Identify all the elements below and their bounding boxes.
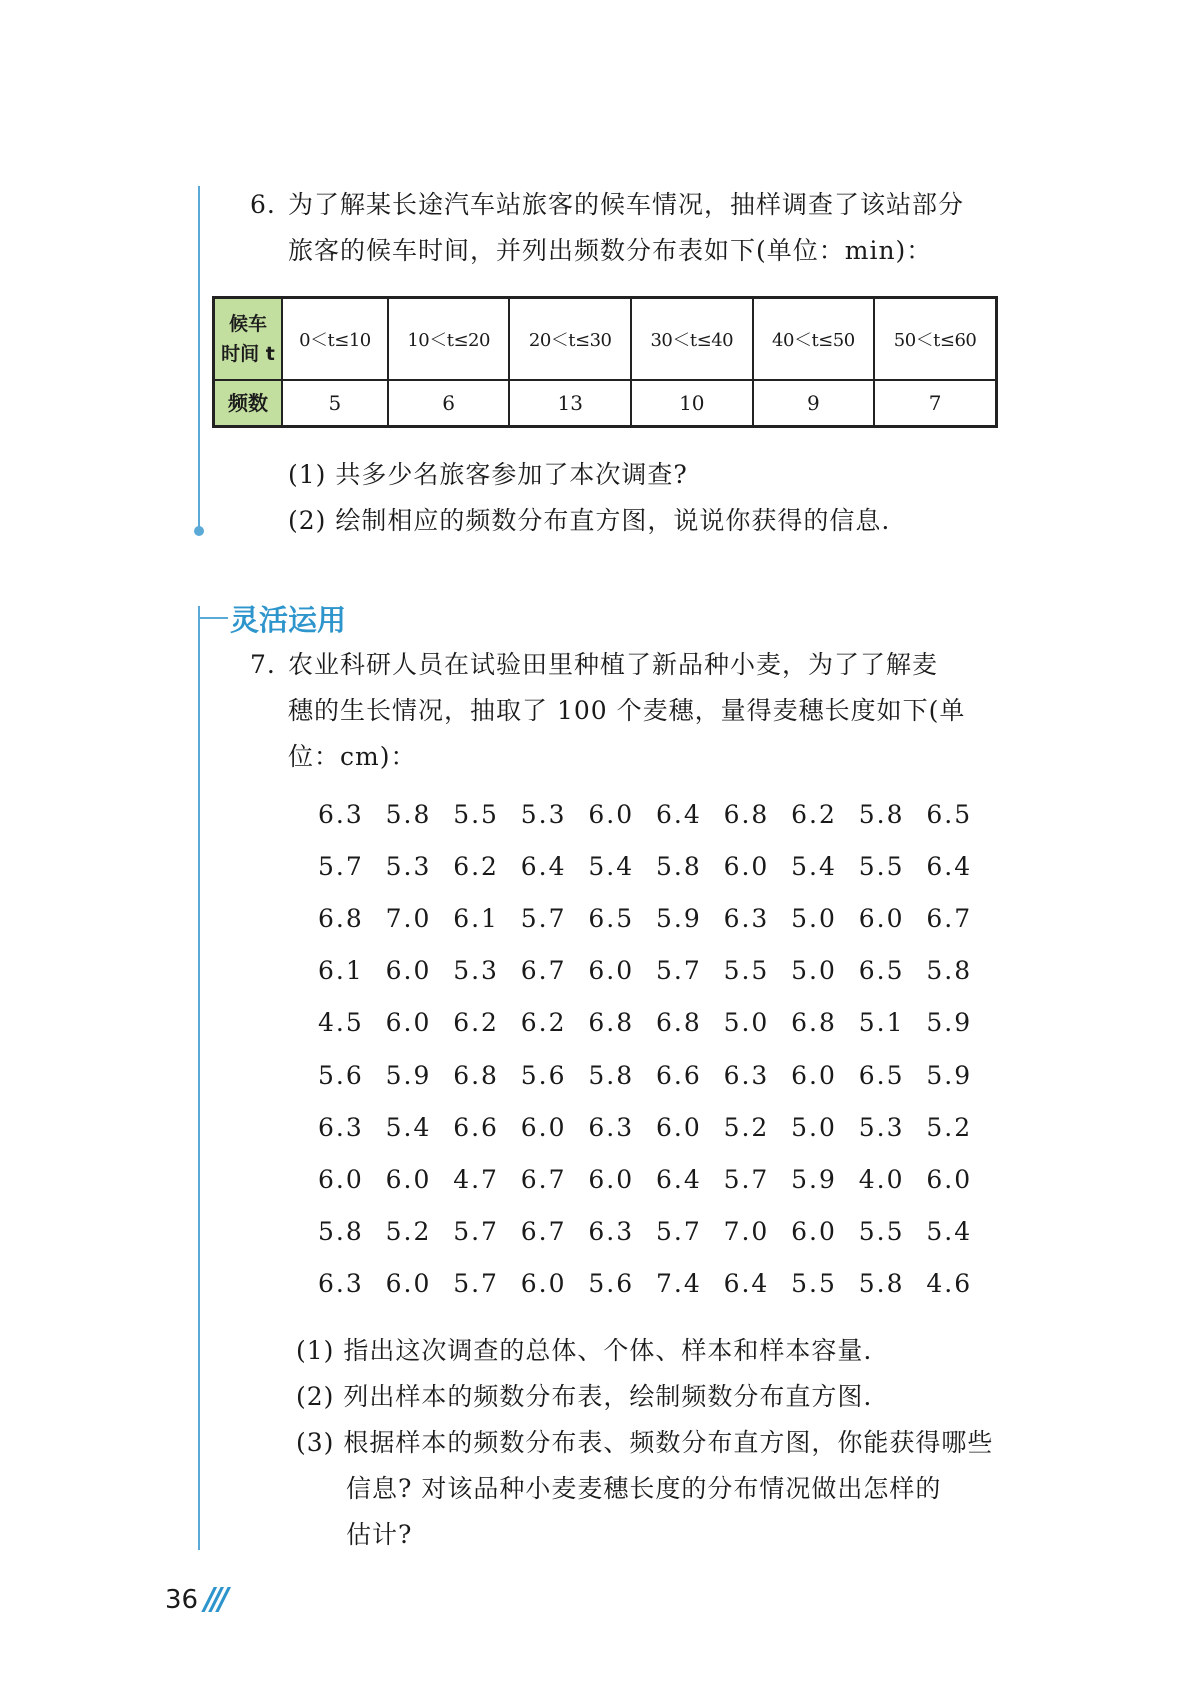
data-value: 6.8 — [655, 1008, 702, 1038]
data-value: 6.4 — [655, 1164, 702, 1194]
data-row — [318, 1206, 994, 1258]
count-cell: 10 — [631, 380, 753, 427]
data-value: 4.5 — [318, 1008, 364, 1038]
data-value: 6.8 — [791, 1008, 837, 1038]
section-title-tick — [198, 617, 228, 619]
data-value: 6.5 — [926, 799, 973, 829]
data-row — [318, 840, 994, 892]
table-row-counts — [214, 380, 997, 427]
q7-line3: 位：cm)： — [288, 742, 417, 771]
data-value: 6.7 — [520, 956, 567, 986]
data-value: 6.0 — [655, 1112, 702, 1142]
data-value: 5.7 — [520, 903, 567, 933]
data-row — [318, 1101, 994, 1153]
data-value: 5.8 — [655, 851, 702, 881]
table-header-wait-time: 候车 时间 t — [214, 298, 283, 381]
data-value: 6.4 — [723, 1269, 770, 1299]
data-value: 6.2 — [453, 851, 499, 881]
data-value: 5.0 — [791, 956, 837, 986]
data-value: 5.5 — [453, 799, 499, 829]
interval-cell: 20＜t≤30 — [509, 298, 631, 381]
data-value: 5.8 — [318, 1217, 364, 1247]
data-value: 6.3 — [318, 799, 364, 829]
data-value: 6.6 — [655, 1060, 702, 1090]
data-value: 5.9 — [385, 1060, 432, 1090]
data-value: 5.8 — [926, 956, 973, 986]
data-value: 6.0 — [520, 1269, 567, 1299]
q7-sub2: (2) 列出样本的频数分布表，绘制频数分布直方图. — [296, 1382, 873, 1411]
data-value: 7.0 — [723, 1217, 770, 1247]
data-value: 5.5 — [723, 956, 770, 986]
q7-sub1: (1) 指出这次调查的总体、个体、样本和样本容量. — [296, 1336, 873, 1365]
data-value: 6.3 — [318, 1112, 364, 1142]
data-value: 6.3 — [588, 1112, 635, 1142]
data-value: 5.1 — [858, 1008, 905, 1038]
data-value: 5.8 — [385, 799, 432, 829]
data-value: 6.5 — [858, 1060, 905, 1090]
data-value: 6.0 — [318, 1164, 364, 1194]
data-value: 5.9 — [926, 1060, 973, 1090]
data-value: 5.7 — [453, 1217, 499, 1247]
data-value: 6.5 — [858, 956, 905, 986]
data-value: 6.8 — [453, 1060, 499, 1090]
data-value: 5.7 — [723, 1164, 770, 1194]
data-value: 6.8 — [588, 1008, 635, 1038]
data-value: 6.4 — [655, 799, 702, 829]
data-value: 6.0 — [791, 1060, 837, 1090]
data-value: 6.4 — [520, 851, 567, 881]
data-value: 4.6 — [926, 1269, 973, 1299]
data-value: 4.7 — [453, 1164, 499, 1194]
q6-frequency-table — [212, 296, 998, 428]
data-row — [318, 892, 994, 944]
data-value: 6.3 — [588, 1217, 635, 1247]
data-value: 5.9 — [926, 1008, 973, 1038]
data-value: 6.3 — [318, 1269, 364, 1299]
data-value: 5.2 — [926, 1112, 973, 1142]
interval-cell: 0＜t≤10 — [282, 298, 388, 381]
data-value: 6.2 — [520, 1008, 567, 1038]
data-value: 6.6 — [453, 1112, 499, 1142]
data-value: 6.1 — [318, 956, 364, 986]
page-mark: /// — [204, 1582, 225, 1617]
margin-rule-section — [198, 606, 200, 1550]
data-value: 5.3 — [858, 1112, 905, 1142]
q7-number: 7. — [250, 650, 276, 679]
data-value: 5.5 — [858, 1217, 905, 1247]
data-value: 6.7 — [520, 1217, 567, 1247]
q7-sub3-line2: 信息? 对该品种小麦麦穗长度的分布情况做出怎样的 — [346, 1474, 942, 1503]
data-value: 6.7 — [520, 1164, 567, 1194]
data-value: 6.8 — [723, 799, 770, 829]
data-value: 6.2 — [791, 799, 837, 829]
q6-line1: 6. 为了解某长途汽车站旅客的候车情况，抽样调查了该站部分 — [250, 182, 964, 228]
data-row — [318, 1049, 994, 1101]
q7-sub3-line3: 估计? — [346, 1520, 413, 1549]
data-value: 6.4 — [926, 851, 973, 881]
data-value: 7.0 — [385, 903, 432, 933]
data-value: 6.0 — [385, 956, 432, 986]
data-value: 5.0 — [723, 1008, 770, 1038]
data-value: 6.7 — [926, 903, 973, 933]
data-value: 5.4 — [926, 1217, 973, 1247]
data-value: 6.1 — [453, 903, 499, 933]
data-value: 6.0 — [520, 1112, 567, 1142]
q7-line1: 7. 农业科研人员在试验田里种植了新品种小麦，为了了解麦 — [250, 642, 938, 688]
data-value: 6.0 — [385, 1008, 432, 1038]
data-value: 5.0 — [791, 1112, 837, 1142]
count-cell: 5 — [282, 380, 388, 427]
data-value: 6.0 — [791, 1217, 837, 1247]
data-value: 5.3 — [453, 956, 499, 986]
data-value: 5.9 — [791, 1164, 837, 1194]
data-value: 5.7 — [655, 1217, 702, 1247]
data-value: 6.0 — [588, 799, 635, 829]
data-value: 6.0 — [926, 1164, 973, 1194]
data-value: 6.3 — [723, 1060, 770, 1090]
q6-sub2: (2) 绘制相应的频数分布直方图，说说你获得的信息. — [288, 506, 891, 535]
data-value: 5.5 — [791, 1269, 837, 1299]
data-value: 6.0 — [588, 956, 635, 986]
data-value: 5.7 — [453, 1269, 499, 1299]
data-value: 6.5 — [588, 903, 635, 933]
interval-cell: 30＜t≤40 — [631, 298, 753, 381]
data-value: 5.6 — [588, 1269, 635, 1299]
table-row-intervals — [214, 298, 997, 381]
q7-line2: 穗的生长情况，抽取了 100 个麦穗，量得麦穗长度如下(单 — [288, 696, 966, 725]
data-value: 5.9 — [655, 903, 702, 933]
data-value: 5.5 — [858, 851, 905, 881]
interval-cell: 50＜t≤60 — [874, 298, 996, 381]
data-value: 5.4 — [588, 851, 635, 881]
data-value: 6.3 — [723, 903, 770, 933]
data-row — [318, 1258, 994, 1310]
q6-line2: 旅客的候车时间，并列出频数分布表如下(单位：min)： — [288, 236, 933, 265]
data-value: 5.2 — [385, 1217, 432, 1247]
q6-number: 6. — [250, 190, 276, 219]
q6-sub1: (1) 共多少名旅客参加了本次调查? — [288, 460, 688, 489]
data-value: 5.7 — [655, 956, 702, 986]
data-value: 6.2 — [453, 1008, 499, 1038]
data-value: 6.0 — [385, 1269, 432, 1299]
count-cell: 13 — [509, 380, 631, 427]
data-value: 5.2 — [723, 1112, 770, 1142]
data-value: 6.8 — [318, 903, 364, 933]
data-value: 5.3 — [520, 799, 567, 829]
data-value: 5.4 — [791, 851, 837, 881]
data-value: 5.6 — [318, 1060, 364, 1090]
data-value: 7.4 — [655, 1269, 702, 1299]
data-row — [318, 1153, 994, 1205]
margin-rule-q6 — [198, 186, 200, 532]
interval-cell: 40＜t≤50 — [753, 298, 875, 381]
count-cell: 6 — [388, 380, 510, 427]
data-row — [318, 945, 994, 997]
data-value: 5.4 — [385, 1112, 432, 1142]
count-cell: 7 — [874, 380, 996, 427]
data-value: 6.0 — [588, 1164, 635, 1194]
count-cell: 9 — [753, 380, 875, 427]
data-value: 6.0 — [385, 1164, 432, 1194]
data-value: 5.0 — [791, 903, 837, 933]
section-title: 灵活运用 — [198, 598, 346, 638]
data-row — [318, 997, 994, 1049]
data-value: 5.8 — [858, 799, 905, 829]
data-value: 5.6 — [520, 1060, 567, 1090]
q7-data-grid — [318, 788, 994, 1310]
page-number: 36 /// — [165, 1582, 225, 1617]
data-value: 4.0 — [858, 1164, 905, 1194]
data-value: 5.7 — [318, 851, 364, 881]
data-value: 5.8 — [588, 1060, 635, 1090]
q7-sub3-line1: (3) 根据样本的频数分布表、频数分布直方图，你能获得哪些 — [296, 1428, 994, 1457]
data-value: 6.0 — [858, 903, 905, 933]
data-value: 5.3 — [385, 851, 432, 881]
margin-rule-end-dot — [194, 526, 204, 536]
data-row — [318, 788, 994, 840]
data-value: 6.0 — [723, 851, 770, 881]
table-header-frequency: 频数 — [214, 380, 283, 427]
interval-cell: 10＜t≤20 — [388, 298, 510, 381]
data-value: 5.8 — [858, 1269, 905, 1299]
